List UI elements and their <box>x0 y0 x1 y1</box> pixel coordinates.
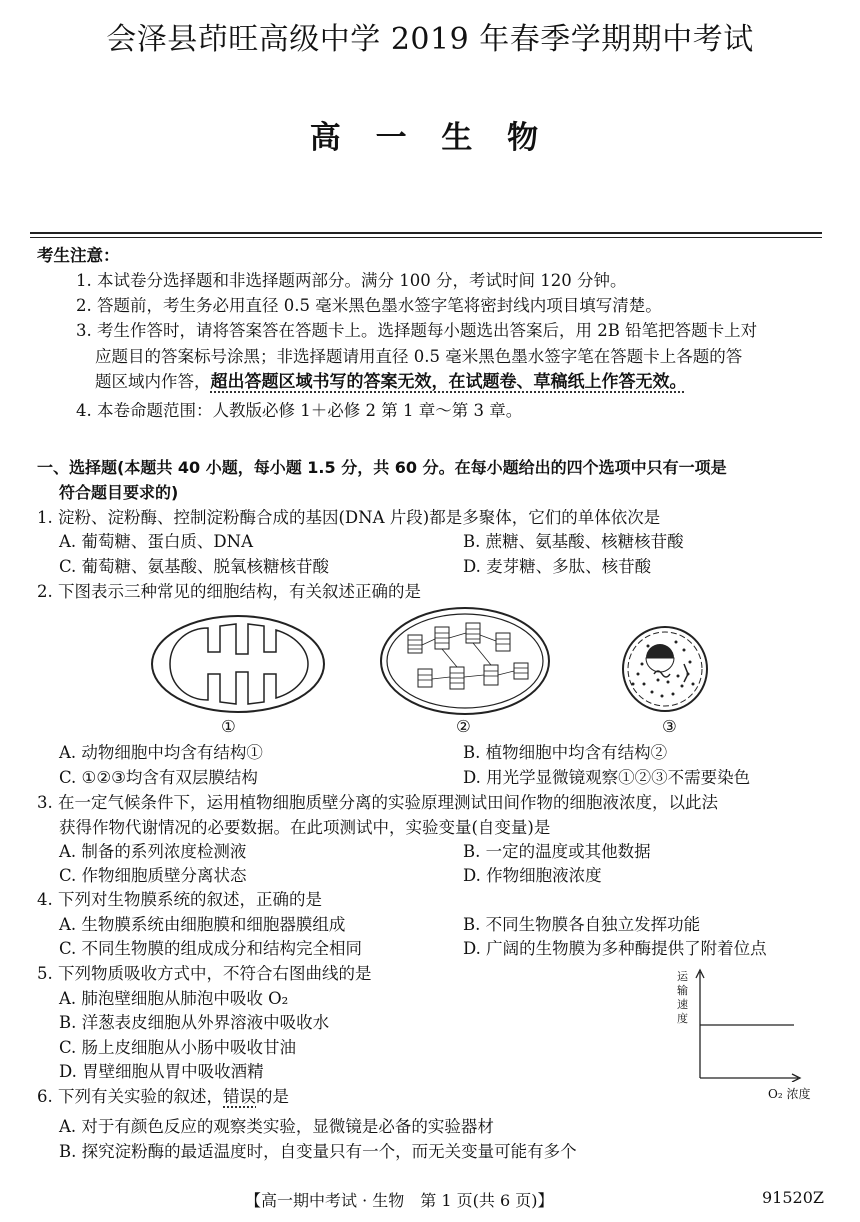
mitochondrion-figure <box>148 612 328 717</box>
figure-label-1: ① <box>221 717 236 736</box>
q6-stem-prefix: 6. 下列有关实验的叙述， <box>37 1087 223 1106</box>
notice-item-3: 3. 考生作答时，请将答案答在答题卡上。选择题每小题选出答案后，用 2B 铅笔把答题卡上对 <box>76 321 758 340</box>
q2-option-b: B. 植物细胞中均含有结构② <box>463 743 668 762</box>
section-heading-cont: 符合题目要求的) <box>59 483 179 502</box>
q3-option-c: C. 作物细胞质壁分离状态 <box>59 866 247 885</box>
q1-option-b: B. 蔗糖、氨基酸、核糖核苷酸 <box>463 532 684 551</box>
figure-label-2: ② <box>456 717 471 736</box>
divider-thin <box>30 237 822 238</box>
chloroplast-figure <box>378 605 553 717</box>
q4-option-b: B. 不同生物膜各自独立发挥功能 <box>463 915 701 934</box>
notice-item-4: 4. 本卷命题范围：人教版必修 1＋必修 2 第 1 章～第 3 章。 <box>76 401 523 420</box>
q3-stem: 3. 在一定气候条件下，运用植物细胞质壁分离的实验原理测试田间作物的细胞液浓度，以此法 <box>37 793 718 812</box>
q4-option-d: D. 广阔的生物膜为多种酶提供了附着位点 <box>463 939 767 958</box>
q1-option-c: C. 葡萄糖、氨基酸、脱氧核糖核苷酸 <box>59 557 330 576</box>
q3-option-a: A. 制备的系列浓度检测液 <box>59 842 247 861</box>
q5-stem: 5. 下列物质吸收方式中，不符合右图曲线的是 <box>37 964 372 983</box>
q5-option-c: C. 肠上皮细胞从小肠中吸收甘油 <box>59 1038 297 1057</box>
notice-item-1: 1. 本试卷分选择题和非选择题两部分。满分 100 分，考试时间 120 分钟。 <box>76 271 627 290</box>
q3-stem-cont: 获得作物代谢情况的必要数据。在此项测试中，实验变量(自变量)是 <box>59 818 551 837</box>
q4-option-a: A. 生物膜系统由细胞膜和细胞器膜组成 <box>59 915 346 934</box>
q3-option-d: D. 作物细胞液浓度 <box>463 866 602 885</box>
notice-item-3-cont2 <box>95 371 687 393</box>
q2-option-d: D. 用光学显微镜观察①②③不需要染色 <box>463 768 751 787</box>
q1-stem: 1. 淀粉、淀粉酶、控制淀粉酶合成的基因(DNA 片段)都是多聚体，它们的单体依次是 <box>37 508 661 527</box>
q5-option-d: D. 胃壁细胞从胃中吸收酒精 <box>59 1062 264 1081</box>
exam-title: 会泽县茚旺高级中学 2019 年春季学期期中考试 <box>106 22 754 57</box>
nucleus-figure <box>618 624 713 714</box>
q2-option-a: A. 动物细胞中均含有结构① <box>59 743 263 762</box>
q3-option-b: B. 一定的温度或其他数据 <box>463 842 651 861</box>
subject-title: 高 一 生 物 <box>309 120 551 156</box>
q1-option-a: A. 葡萄糖、蛋白质、DNA <box>59 532 253 551</box>
figure-label-3: ③ <box>662 717 677 736</box>
q4-stem: 4. 下列对生物膜系统的叙述，正确的是 <box>37 890 322 909</box>
section-heading: 一、选择题(本题共 40 小题，每小题 1.5 分，共 60 分。在每小题给出的四个选项中只有一项是 <box>37 458 727 477</box>
q4-option-c: C. 不同生物膜的组成成分和结构完全相同 <box>59 939 363 958</box>
divider-thick <box>30 232 822 234</box>
notice-item-3-prefix: 题区域内作答， <box>95 372 211 391</box>
q6-option-a: A. 对于有颜色反应的观察类实验，显微镜是必备的实验器材 <box>59 1117 494 1136</box>
q6-stem-emphasis: 错误 <box>223 1087 256 1106</box>
q2-stem: 2. 下图表示三种常见的细胞结构，有关叙述正确的是 <box>37 582 421 601</box>
q5-option-b: B. 洋葱表皮细胞从外界溶液中吸收水 <box>59 1013 330 1032</box>
notice-emphasis: 超出答题区域书写的答案无效，在试题卷、草稿纸上作答无效。 <box>210 372 687 392</box>
graph-y-label: 运 输 速 度 <box>677 970 688 1025</box>
q6-option-b: B. 探究淀粉酶的最适温度时，自变量只有一个，而无关变量可能有多个 <box>59 1142 577 1161</box>
q6-stem-suffix: 的是 <box>256 1087 289 1106</box>
graph-x-label: O₂ 浓度 <box>768 1087 811 1101</box>
q1-option-d: D. 麦芽糖、多肽、核苷酸 <box>463 557 652 576</box>
q2-option-c: C. ①②③均含有双层膜结构 <box>59 768 258 787</box>
notice-heading: 考生注意： <box>37 246 120 265</box>
q6-stem <box>37 1086 289 1108</box>
q5-option-a: A. 肺泡壁细胞从肺泡中吸收 O₂ <box>59 989 289 1008</box>
page-footer: 【高一期中考试 · 生物 第 1 页(共 6 页)】 <box>245 1191 554 1210</box>
notice-item-3-cont: 应题目的答案标号涂黑；非选择题请用直径 0.5 毫米黑色墨水签字笔在答题卡上各题的答 <box>95 347 743 366</box>
rate-graph <box>690 968 802 1082</box>
notice-item-2: 2. 答题前，考生务必用直径 0.5 毫米黑色墨水签字笔将密封线内项目填写清楚。 <box>76 296 662 315</box>
exam-code: 91520Z <box>762 1188 825 1207</box>
